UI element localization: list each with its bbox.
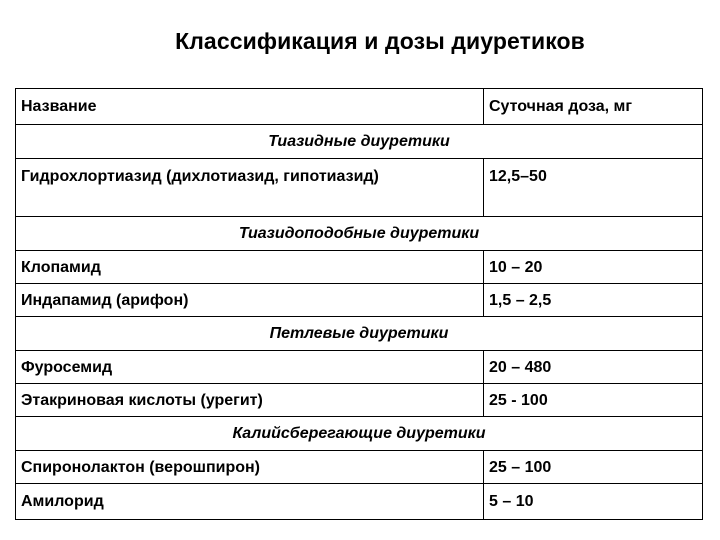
drug-name: Амилорид xyxy=(16,484,484,520)
table-row xyxy=(16,284,703,317)
category-row xyxy=(16,317,703,351)
drug-dose: 12,5–50 xyxy=(484,159,703,217)
table-row xyxy=(16,251,703,284)
table-row xyxy=(16,484,703,520)
category-potassium-sparing: Калийсберегающие диуретики xyxy=(16,417,703,451)
drug-dose: 25 – 100 xyxy=(484,451,703,484)
drug-dose: 5 – 10 xyxy=(484,484,703,520)
drug-name: Клопамид xyxy=(16,251,484,284)
category-row xyxy=(16,125,703,159)
category-row xyxy=(16,417,703,451)
drug-dose: 10 – 20 xyxy=(484,251,703,284)
category-loop: Петлевые диуретики xyxy=(16,317,703,351)
table-row xyxy=(16,159,703,217)
header-name: Название xyxy=(16,89,484,125)
table-row xyxy=(16,451,703,484)
page-title: Классификация и дозы диуретиков xyxy=(175,28,585,54)
drug-dose: 20 – 480 xyxy=(484,351,703,384)
category-row xyxy=(16,217,703,251)
drug-name: Фуросемид xyxy=(16,351,484,384)
category-thiazide: Тиазидные диуретики xyxy=(16,125,703,159)
table-row xyxy=(16,351,703,384)
drug-name: Индапамид (арифон) xyxy=(16,284,484,317)
drug-dose: 1,5 – 2,5 xyxy=(484,284,703,317)
drug-dose: 25 - 100 xyxy=(484,384,703,417)
category-thiazide-like: Тиазидоподобные диуретики xyxy=(16,217,703,251)
table-row xyxy=(16,384,703,417)
table-header-row xyxy=(16,89,703,125)
drug-name: Этакриновая кислоты (урегит) xyxy=(16,384,484,417)
drug-name: Гидрохлортиазид (дихлотиазид, гипотиазид) xyxy=(16,159,484,217)
diuretics-dose-table xyxy=(15,88,703,520)
header-dose: Суточная доза, мг xyxy=(484,89,703,125)
drug-name: Спиронолактон (верошпирон) xyxy=(16,451,484,484)
